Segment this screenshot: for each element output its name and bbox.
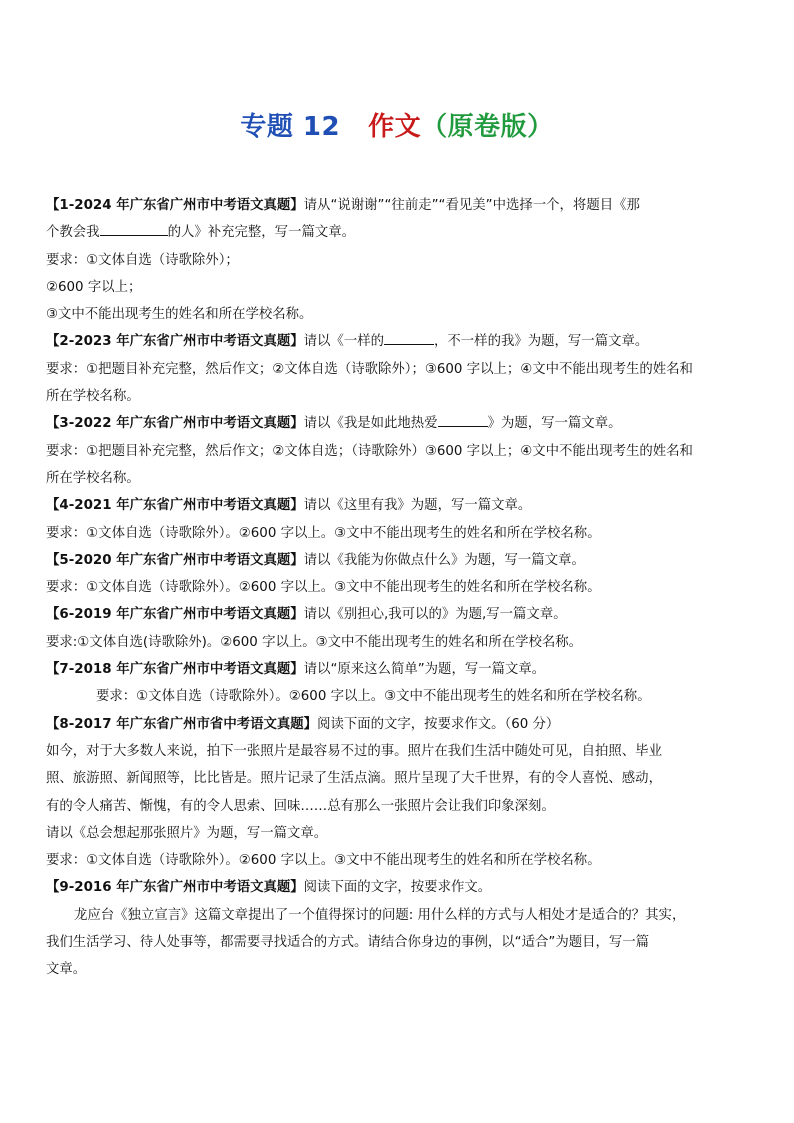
fill-blank: [100, 221, 168, 236]
fill-blank: [384, 330, 434, 345]
question-1-requirement-3: ③文中不能出现考生的姓名和所在学校名称。: [46, 307, 313, 323]
title-edition: （原卷版）: [421, 112, 554, 142]
question-3-prompt-end: 》为题，写一篇文章。: [487, 416, 622, 432]
question-5-prompt: 请以《我能为你做点什么》为题，写一篇文章。: [303, 552, 585, 568]
question-6-prompt: 请以《别担心,我可以的》为题,写一篇文章。: [303, 607, 567, 623]
question-9-prompt: 阅读下面的文字，按要求作文。: [303, 880, 492, 896]
title-topic-number: 专题 12: [240, 112, 341, 142]
question-3-source: 【3-2022 年广东省广州市中考语文真题】: [46, 416, 304, 432]
question-2-prompt-end: ，不一样的我》为题，写一篇文章。: [434, 334, 649, 350]
question-6-line: [46, 601, 754, 628]
question-7-line: [46, 656, 754, 683]
question-8-source: 【8-2017 年广东省广州市省中考语文真题】: [46, 716, 318, 732]
question-2-prompt: 请以《一样的: [303, 334, 385, 350]
question-7-prompt: 请以“原来这么简单”为题，写一篇文章。: [303, 662, 546, 678]
question-8-line: [46, 711, 754, 738]
question-3-requirement-cont: 所在学校名称。: [46, 470, 140, 486]
question-2-requirement: 要求：①把题目补充完整，然后作文；②文体自选（诗歌除外）；③600 字以上；④文中不能出现考生的姓名和: [46, 361, 693, 377]
question-7-requirement: 要求：①文体自选（诗歌除外）。②600 字以上。③文中不能出现考生的姓名和所在学校名称。: [96, 689, 651, 705]
question-1-line-2: [46, 219, 754, 246]
question-8-material-3: 有的令人痛苦、惭愧，有的令人思索、回味……总有那么一张照片会让我们印象深刻。: [46, 798, 555, 814]
question-9-line: [46, 874, 754, 901]
question-6-source: 【6-2019 年广东省广州市中考语文真题】: [46, 607, 304, 623]
question-8-material-2: 照、旅游照、新闻照等，比比皆是。照片记录了生活点滴。照片呈现了大千世界，有的令人喜悦、感动，: [46, 771, 662, 787]
question-9-source: 【9-2016 年广东省广州市中考语文真题】: [46, 880, 304, 896]
fill-blank: [438, 412, 488, 427]
question-2-requirement-cont: 所在学校名称。: [46, 389, 140, 405]
question-5-source: 【5-2020 年广东省广州市中考语文真题】: [46, 552, 304, 568]
question-2-line: [46, 328, 754, 355]
question-6-requirement: 要求:①文体自选(诗歌除外)。②600 字以上。③文中不能出现考生的姓名和所在学校名称。: [46, 634, 583, 650]
question-5-requirement: 要求：①文体自选（诗歌除外）。②600 字以上。③文中不能出现考生的姓名和所在学校名称。: [46, 580, 601, 596]
question-1-line-1: [46, 192, 754, 219]
question-5-line: [46, 547, 754, 574]
question-3-requirement: 要求：①把题目补充完整，然后作文；②文体自选；（诗歌除外）③600 字以上；④文中不能出现考生的姓名和: [46, 443, 693, 459]
question-4-requirement: 要求：①文体自选（诗歌除外）。②600 字以上。③文中不能出现考生的姓名和所在学校名称。: [46, 525, 601, 541]
question-9-material-2: 我们生活学习、待人处事等，都需要寻找适合的方式。请结合你身边的事例，以“适合”为题目，写一篇: [46, 935, 650, 951]
question-1-source: 【1-2024 年广东省广州市中考语文真题】: [46, 198, 304, 213]
question-8-prompt: 阅读下面的文字，按要求作文。（60 分）: [317, 716, 560, 732]
question-8-topic: 请以《总会想起那张照片》为题，写一篇文章。: [46, 825, 328, 841]
question-list: [46, 192, 754, 984]
page-title: [0, 106, 794, 143]
question-8-requirement: 要求：①文体自选（诗歌除外）。②600 字以上。③文中不能出现考生的姓名和所在学校名称。: [46, 853, 601, 869]
title-subject: 作文: [368, 112, 422, 142]
question-9-material-3: 文章。: [46, 962, 87, 978]
question-3-line: [46, 410, 754, 437]
question-7-source: 【7-2018 年广东省广州市中考语文真题】: [46, 662, 304, 678]
question-1-requirement-2: ②600 字以上；: [46, 279, 142, 295]
question-8-material-1: 如今，对于大多数人来说，拍下一张照片是最容易不过的事。照片在我们生活中随处可见，自拍照、毕业: [46, 743, 662, 759]
question-3-prompt: 请以《我是如此地热爱: [303, 416, 438, 432]
question-1-requirement-1: 要求：①文体自选（诗歌除外）；: [46, 252, 239, 268]
question-1-prompt-cont: 个教会我: [46, 225, 100, 241]
question-4-source: 【4-2021 年广东省广州市中考语文真题】: [46, 498, 304, 514]
question-4-line: [46, 492, 754, 519]
question-1-prompt: 请从“说谢谢”“往前走”“看见美”中选择一个，将题目《那: [303, 198, 640, 213]
question-9-material-1: 龙应台《独立宣言》这篇文章提出了一个值得探讨的问题: 用什么样的方式与人相处才是适合的？其实，: [74, 907, 686, 923]
question-1-prompt-end: 的人》补充完整，写一篇文章。: [167, 225, 356, 241]
question-2-source: 【2-2023 年广东省广州市中考语文真题】: [46, 334, 304, 350]
question-4-prompt: 请以《这里有我》为题，写一篇文章。: [303, 498, 532, 514]
